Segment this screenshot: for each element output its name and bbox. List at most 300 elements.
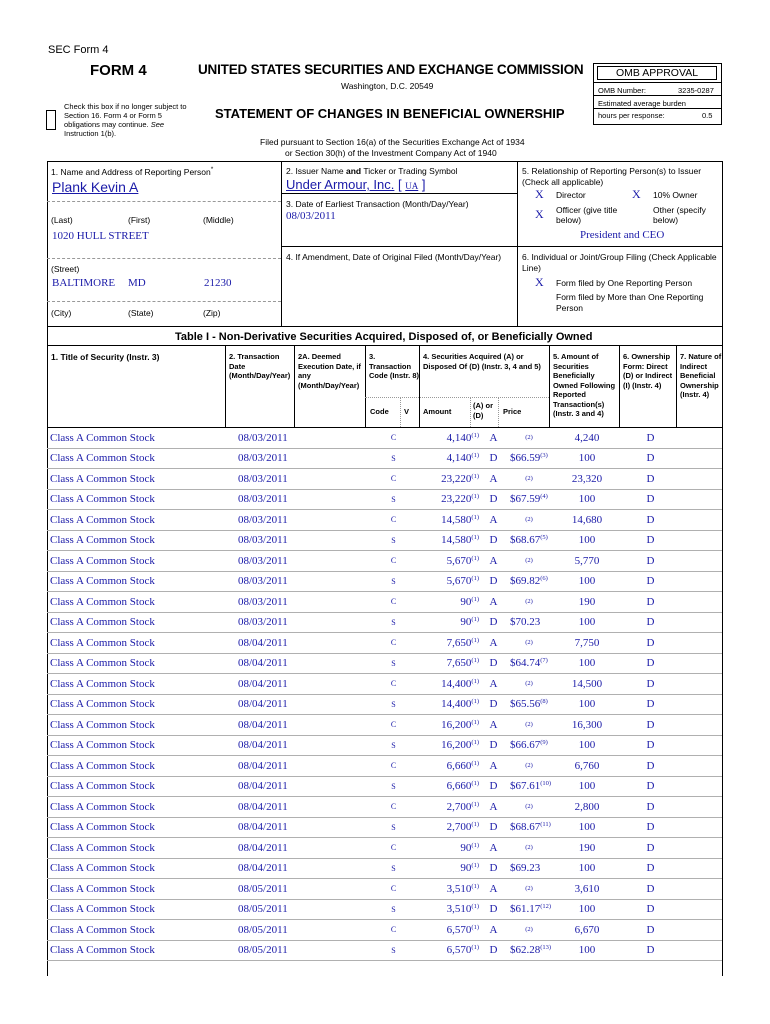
security-title: Class A Common Stock	[47, 612, 231, 633]
amount-value: 14,400	[441, 677, 472, 690]
v-flag	[411, 592, 428, 613]
amount-value: 5,670	[446, 575, 472, 588]
security-title: Class A Common Stock	[47, 510, 231, 531]
table-row	[47, 448, 722, 469]
v-flag	[411, 489, 428, 510]
transaction-date: 08/05/2011	[231, 940, 306, 961]
acquired-disposed: D	[481, 899, 506, 920]
transaction-date: 08/03/2011	[231, 571, 306, 592]
amount	[428, 510, 481, 531]
amount-value: 16,200	[441, 718, 472, 731]
amount-owned: 3,610	[552, 879, 622, 900]
nature-of-ownership	[679, 694, 722, 715]
price	[506, 797, 552, 818]
v-flag	[411, 776, 428, 797]
form-label: SEC Form 4	[48, 44, 109, 56]
price	[506, 940, 552, 961]
ticker-link[interactable]: UA	[405, 181, 419, 191]
amount-footnote: (1)	[471, 452, 479, 460]
sub-amount-header: Amount	[423, 407, 452, 416]
price-footnote: (7)	[540, 657, 548, 665]
amount-owned: 6,670	[552, 920, 622, 941]
table-row	[47, 694, 722, 715]
amount-footnote: (1)	[471, 534, 479, 542]
box6-label: 6. Individual or Joint/Group Filing (Check Applicable Line)	[522, 252, 717, 273]
security-title: Class A Common Stock	[47, 694, 231, 715]
transaction-date: 08/04/2011	[231, 756, 306, 777]
table-row	[47, 489, 722, 510]
price-value: $66.67	[510, 739, 541, 752]
amount-owned: 100	[552, 612, 622, 633]
execution-date	[306, 674, 376, 695]
amount-footnote: (1)	[471, 595, 479, 603]
transaction-date: 08/04/2011	[231, 735, 306, 756]
v-flag	[411, 653, 428, 674]
sub-v-header: V	[404, 407, 410, 416]
table-row	[47, 592, 722, 613]
v-flag	[411, 838, 428, 859]
price	[506, 756, 552, 777]
nature-of-ownership	[679, 838, 722, 859]
v-flag	[411, 448, 428, 469]
box2-label: 2. Issuer Name and Ticker or Trading Symbol	[286, 166, 458, 176]
state-value: MD	[128, 277, 146, 289]
execution-date	[306, 571, 376, 592]
nature-of-ownership	[679, 940, 722, 961]
amount-owned: 100	[552, 899, 622, 920]
amount-footnote: (1)	[471, 903, 479, 911]
earliest-transaction-date: 08/03/2011	[286, 210, 336, 222]
transaction-code: C	[376, 592, 411, 613]
execution-date	[306, 633, 376, 654]
amount-footnote: (1)	[471, 944, 479, 952]
transaction-code: C	[376, 920, 411, 941]
transaction-code: C	[376, 674, 411, 695]
agency-location: Washington, D.C. 20549	[341, 81, 434, 91]
ownership-form: D	[622, 530, 679, 551]
ownership-form: D	[622, 756, 679, 777]
amount-footnote: (1)	[471, 923, 479, 931]
acquired-disposed: D	[481, 817, 506, 838]
acquired-disposed: A	[481, 756, 506, 777]
amount-footnote: (1)	[471, 677, 479, 685]
no-longer-subject-checkbox[interactable]	[46, 110, 56, 130]
amount-owned: 100	[552, 735, 622, 756]
state-label: (State)	[128, 308, 154, 318]
price	[506, 715, 552, 736]
execution-date	[306, 694, 376, 715]
security-title: Class A Common Stock	[47, 674, 231, 695]
price-footnote: (4)	[540, 493, 548, 501]
price	[506, 838, 552, 859]
execution-date	[306, 715, 376, 736]
transaction-date: 08/04/2011	[231, 776, 306, 797]
acquired-disposed: A	[481, 715, 506, 736]
security-title: Class A Common Stock	[47, 858, 231, 879]
amount-owned: 190	[552, 838, 622, 859]
transaction-code: C	[376, 428, 411, 448]
amount-value: 7,650	[446, 657, 472, 670]
acquired-disposed: D	[481, 735, 506, 756]
ownership-form: D	[622, 674, 679, 695]
transaction-code: S	[376, 489, 411, 510]
execution-date	[306, 797, 376, 818]
table-row	[47, 571, 722, 592]
price-footnote: (2)	[525, 434, 533, 442]
transaction-code: S	[376, 899, 411, 920]
price	[506, 633, 552, 654]
amount-owned: 100	[552, 489, 622, 510]
amount-value: 23,220	[441, 493, 472, 506]
amount-owned: 100	[552, 530, 622, 551]
amount-value: 14,400	[441, 698, 472, 711]
transaction-code: S	[376, 612, 411, 633]
price-footnote: (8)	[540, 698, 548, 706]
reporting-person-name-link[interactable]: Plank Kevin A	[52, 179, 139, 195]
filed-line-2: or Section 30(h) of the Investment Company Act of 1940	[285, 148, 497, 158]
amount	[428, 489, 481, 510]
middle-label: (Middle)	[203, 215, 234, 225]
amount-footnote: (1)	[471, 780, 479, 788]
amount-value: 7,650	[446, 636, 472, 649]
omb-number-value: 3235-0287	[678, 86, 714, 95]
table-row	[47, 612, 722, 633]
director-label: Director	[556, 190, 586, 200]
security-title: Class A Common Stock	[47, 879, 231, 900]
v-flag	[411, 715, 428, 736]
transaction-code: S	[376, 530, 411, 551]
amount-footnote: (1)	[471, 739, 479, 747]
ten-percent-owner-mark: X	[632, 187, 641, 201]
transaction-date: 08/04/2011	[231, 674, 306, 695]
amount	[428, 530, 481, 551]
v-flag	[411, 920, 428, 941]
price-footnote: (9)	[540, 739, 548, 747]
amount-owned: 7,750	[552, 633, 622, 654]
execution-date	[306, 776, 376, 797]
amount	[428, 612, 481, 633]
box3-label: 3. Date of Earliest Transaction (Month/Day/Year)	[286, 199, 469, 209]
acquired-disposed: A	[481, 551, 506, 572]
acquired-disposed: D	[481, 858, 506, 879]
transaction-date: 08/04/2011	[231, 858, 306, 879]
price	[506, 510, 552, 531]
transaction-code: S	[376, 448, 411, 469]
checkbox-note: Check this box if no longer subject to Section 16. Form 4 or Form 5 obligations may continue. See Instruction 1(b).	[64, 102, 187, 138]
acquired-disposed: D	[481, 612, 506, 633]
amount-value: 4,140	[446, 431, 472, 444]
ownership-form: D	[622, 633, 679, 654]
ownership-form: D	[622, 838, 679, 859]
price-value: $67.59	[510, 493, 541, 506]
execution-date	[306, 530, 376, 551]
amount-value: 90	[460, 862, 472, 875]
amount	[428, 797, 481, 818]
nature-of-ownership	[679, 469, 722, 490]
v-flag	[411, 674, 428, 695]
price-footnote: (2)	[525, 557, 533, 565]
acquired-disposed: A	[481, 879, 506, 900]
ownership-form: D	[622, 551, 679, 572]
amount-footnote: (1)	[471, 862, 479, 870]
transaction-date: 08/03/2011	[231, 489, 306, 510]
city-label: (City)	[51, 308, 72, 318]
price-footnote: (11)	[540, 821, 551, 829]
security-title: Class A Common Stock	[47, 571, 231, 592]
acquired-disposed: A	[481, 920, 506, 941]
nature-of-ownership	[679, 592, 722, 613]
transaction-date: 08/04/2011	[231, 797, 306, 818]
security-title: Class A Common Stock	[47, 469, 231, 490]
price-footnote: (12)	[540, 903, 552, 911]
table-row	[47, 510, 722, 531]
col-nature-header: 7. Nature of Indirect Beneficial Ownership (Instr. 4)	[680, 352, 722, 399]
transaction-code: C	[376, 551, 411, 572]
execution-date	[306, 469, 376, 490]
director-mark: X	[535, 187, 544, 201]
nature-of-ownership	[679, 489, 722, 510]
table-row	[47, 633, 722, 654]
nature-of-ownership	[679, 653, 722, 674]
amount-footnote: (1)	[471, 882, 479, 890]
nature-of-ownership	[679, 448, 722, 469]
acquired-disposed: D	[481, 694, 506, 715]
price	[506, 448, 552, 469]
amount-value: 3,510	[446, 903, 472, 916]
amount	[428, 653, 481, 674]
price	[506, 920, 552, 941]
amount	[428, 428, 481, 448]
execution-date	[306, 653, 376, 674]
execution-date	[306, 899, 376, 920]
amount-owned: 4,240	[552, 428, 622, 448]
nature-of-ownership	[679, 817, 722, 838]
execution-date	[306, 756, 376, 777]
ten-percent-owner-label: 10% Owner	[653, 190, 698, 200]
zip-label: (Zip)	[203, 308, 221, 318]
price	[506, 735, 552, 756]
amount	[428, 735, 481, 756]
execution-date	[306, 735, 376, 756]
amount-value: 6,660	[446, 759, 472, 772]
execution-date	[306, 551, 376, 572]
issuer-name-link[interactable]: Under Armour, Inc.	[286, 177, 395, 192]
col-title-header: 1. Title of Security (Instr. 3)	[51, 352, 160, 362]
amount-footnote: (1)	[471, 759, 479, 767]
amount-value: 2,700	[446, 800, 472, 813]
price-value: $61.17	[510, 903, 541, 916]
ownership-form: D	[622, 448, 679, 469]
security-title: Class A Common Stock	[47, 551, 231, 572]
price-footnote: (2)	[525, 762, 533, 770]
officer-title: President and CEO	[580, 229, 665, 241]
officer-mark: X	[535, 207, 544, 221]
price	[506, 469, 552, 490]
amount-owned: 190	[552, 592, 622, 613]
omb-hours-label: hours per response:	[598, 111, 665, 120]
table-row	[47, 674, 722, 695]
amount	[428, 920, 481, 941]
price	[506, 858, 552, 879]
execution-date	[306, 858, 376, 879]
security-title: Class A Common Stock	[47, 448, 231, 469]
transaction-code: C	[376, 756, 411, 777]
amount-footnote: (1)	[471, 431, 479, 439]
security-title: Class A Common Stock	[47, 530, 231, 551]
amount-owned: 100	[552, 858, 622, 879]
security-title: Class A Common Stock	[47, 592, 231, 613]
price-value: $66.59	[510, 452, 541, 465]
amount-value: 90	[460, 595, 472, 608]
price	[506, 879, 552, 900]
price	[506, 612, 552, 633]
acquired-disposed: A	[481, 428, 506, 448]
amount-owned: 16,300	[552, 715, 622, 736]
security-title: Class A Common Stock	[47, 653, 231, 674]
table-row	[47, 715, 722, 736]
price-footnote: (2)	[525, 844, 533, 852]
amount-owned: 14,680	[552, 510, 622, 531]
amount-value: 5,670	[446, 554, 472, 567]
box5-sub: (Check all applicable)	[522, 177, 604, 187]
amount	[428, 448, 481, 469]
filed-line-1: Filed pursuant to Section 16(a) of the Securities Exchange Act of 1934	[260, 137, 525, 147]
execution-date	[306, 489, 376, 510]
v-flag	[411, 879, 428, 900]
ownership-form: D	[622, 612, 679, 633]
table-row	[47, 469, 722, 490]
transactions-table	[47, 428, 722, 961]
col-owned-header: 5. Amount of Securities Beneficially Owned Following Reported Transaction(s) (Instr. 3 and 4)	[553, 352, 616, 418]
v-flag	[411, 797, 428, 818]
amount-value: 2,700	[446, 821, 472, 834]
transaction-date: 08/04/2011	[231, 633, 306, 654]
acquired-disposed: A	[481, 510, 506, 531]
execution-date	[306, 940, 376, 961]
amount-footnote: (1)	[471, 657, 479, 665]
sub-code-header: Code	[370, 407, 389, 416]
table-row	[47, 899, 722, 920]
transaction-code: C	[376, 510, 411, 531]
price-footnote: (2)	[525, 680, 533, 688]
security-title: Class A Common Stock	[47, 838, 231, 859]
ownership-form: D	[622, 817, 679, 838]
price	[506, 428, 552, 448]
security-title: Class A Common Stock	[47, 633, 231, 654]
price	[506, 530, 552, 551]
acquired-disposed: A	[481, 592, 506, 613]
ownership-form: D	[622, 879, 679, 900]
price-footnote: (2)	[525, 721, 533, 729]
transaction-date: 08/03/2011	[231, 448, 306, 469]
security-title: Class A Common Stock	[47, 428, 231, 448]
omb-number-label: OMB Number:	[598, 86, 646, 95]
v-flag	[411, 428, 428, 448]
transaction-code: C	[376, 633, 411, 654]
acquired-disposed: D	[481, 940, 506, 961]
execution-date	[306, 428, 376, 448]
price	[506, 674, 552, 695]
price-footnote: (3)	[540, 452, 548, 460]
amount-footnote: (1)	[471, 493, 479, 501]
nature-of-ownership	[679, 510, 722, 531]
execution-date	[306, 510, 376, 531]
ownership-form: D	[622, 776, 679, 797]
amount-owned: 14,500	[552, 674, 622, 695]
ownership-form: D	[622, 592, 679, 613]
transaction-date: 08/03/2011	[231, 428, 306, 448]
amount-value: 90	[460, 616, 472, 629]
transaction-code: S	[376, 735, 411, 756]
security-title: Class A Common Stock	[47, 899, 231, 920]
price-footnote: (2)	[525, 926, 533, 934]
transaction-date: 08/04/2011	[231, 838, 306, 859]
acquired-disposed: D	[481, 776, 506, 797]
amount-footnote: (1)	[471, 800, 479, 808]
amount	[428, 899, 481, 920]
other-label: Other (specify below)	[653, 205, 706, 225]
acquired-disposed: A	[481, 797, 506, 818]
table-row	[47, 858, 722, 879]
transaction-date: 08/03/2011	[231, 469, 306, 490]
price-value: $62.28	[510, 944, 541, 957]
acquired-disposed: A	[481, 674, 506, 695]
ownership-form: D	[622, 469, 679, 490]
one-person-mark: X	[535, 275, 544, 289]
security-title: Class A Common Stock	[47, 940, 231, 961]
security-title: Class A Common Stock	[47, 817, 231, 838]
price-footnote: (5)	[540, 534, 548, 542]
v-flag	[411, 510, 428, 531]
amount-footnote: (1)	[471, 718, 479, 726]
last-label: (Last)	[51, 215, 73, 225]
amount-owned: 5,770	[552, 551, 622, 572]
price-footnote: (10)	[540, 780, 552, 788]
street-value: 1020 HULL STREET	[52, 230, 149, 242]
amount	[428, 838, 481, 859]
amount-value: 16,200	[441, 739, 472, 752]
agency-title: UNITED STATES SECURITIES AND EXCHANGE COMMISSION	[198, 62, 584, 77]
omb-header: OMB APPROVAL	[597, 66, 717, 80]
price	[506, 571, 552, 592]
nature-of-ownership	[679, 735, 722, 756]
price	[506, 653, 552, 674]
security-title: Class A Common Stock	[47, 489, 231, 510]
amount-owned: 23,320	[552, 469, 622, 490]
amount-owned: 100	[552, 448, 622, 469]
street-label: (Street)	[51, 264, 80, 274]
amount-value: 14,580	[441, 513, 472, 526]
amount	[428, 694, 481, 715]
amount-owned: 100	[552, 940, 622, 961]
v-flag	[411, 694, 428, 715]
more-person-label: Form filed by More than One Reporting Person	[556, 292, 704, 313]
v-flag	[411, 858, 428, 879]
box4-label: 4. If Amendment, Date of Original Filed (Month/Day/Year)	[286, 252, 502, 262]
nature-of-ownership	[679, 879, 722, 900]
transaction-date: 08/03/2011	[231, 551, 306, 572]
amount-value: 23,220	[441, 472, 472, 485]
amount	[428, 879, 481, 900]
v-flag	[411, 817, 428, 838]
v-flag	[411, 612, 428, 633]
execution-date	[306, 817, 376, 838]
amount-footnote: (1)	[471, 698, 479, 706]
amount-owned: 100	[552, 653, 622, 674]
amount	[428, 469, 481, 490]
one-person-label: Form filed by One Reporting Person	[556, 278, 693, 288]
v-flag	[411, 571, 428, 592]
